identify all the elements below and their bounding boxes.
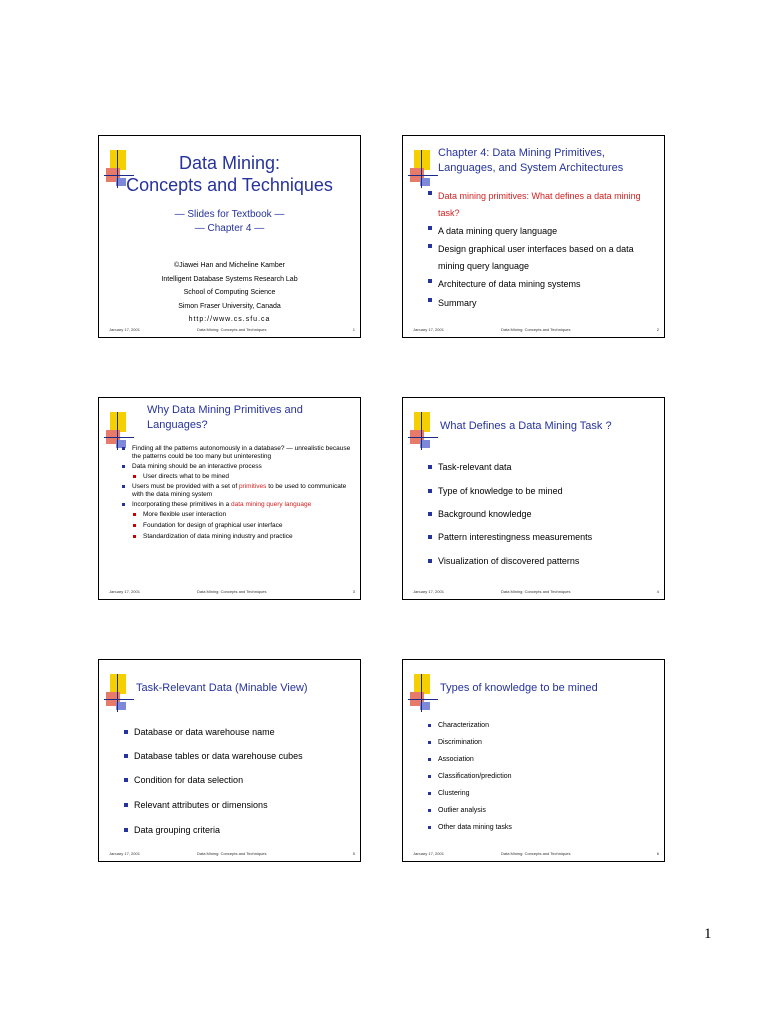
bullet-list (427, 462, 657, 567)
slide-title (136, 681, 308, 696)
author-line: Simon Fraser University, Canada (178, 302, 281, 310)
footer-page: 3 (352, 589, 355, 594)
slide-5 (98, 659, 361, 862)
list-item: Clustering (427, 790, 657, 798)
footer-title: Data Mining: Concepts and Techniques (501, 851, 571, 856)
footer-page: 6 (656, 851, 659, 856)
list-item: A data mining query language (427, 223, 652, 240)
subtitle-line: — Slides for Textbook — (174, 209, 285, 220)
footer-title: Data Mining: Concepts and Techniques (197, 851, 267, 856)
slide-2 (402, 135, 665, 338)
slide-4 (402, 397, 665, 600)
footer-date: January 17, 2001 (413, 589, 444, 594)
title-line: Task-Relevant Data (Minable View) (136, 682, 308, 694)
list-item: Finding all the patterns autonomously in a database? — unrealistic because the patterns could be too many but uninteresting (121, 445, 351, 461)
sub-list-item: Foundation for design of graphical user interface (132, 522, 351, 530)
footer-title: Data Mining: Concepts and Techniques (197, 327, 267, 332)
slide-6 (402, 659, 665, 862)
sub-list-item: User directs what to be mined (132, 473, 351, 481)
bullet-list (121, 445, 351, 541)
slide-title (440, 419, 612, 434)
author-line: ©Jiawei Han and Micheline Kamber (174, 262, 285, 269)
list-item: Association (427, 756, 657, 764)
footer-date: January 17, 2001 (109, 589, 140, 594)
author-line: School of Computing Science (183, 289, 276, 296)
list-item: Design graphical user interfaces based on a data mining query language (427, 241, 652, 275)
slide-1 (98, 135, 361, 338)
page-number: 1 (704, 926, 712, 942)
subtitle-line: — Chapter 4 — (194, 223, 265, 234)
list-item: Pattern interestingness measurements (427, 532, 657, 543)
list-item: Data grouping criteria (123, 825, 353, 836)
slide-logo-icon (408, 412, 436, 450)
list-item: Data mining should be an interactive process User directs what to be mined (121, 463, 351, 481)
footer-title: Data Mining: Concepts and Techniques (197, 589, 267, 594)
slide-title (99, 152, 360, 196)
list-item: Other data mining tasks (427, 824, 657, 832)
list-item: Background knowledge (427, 509, 657, 520)
slide-logo-icon (408, 674, 436, 712)
sub-list-item: More flexible user interaction (132, 511, 351, 519)
slide-title (147, 403, 303, 433)
footer-date: January 17, 2001 (413, 851, 444, 856)
bullet-list (123, 727, 353, 836)
author-line: http://www.cs.sfu.ca (188, 316, 271, 323)
slide-logo-icon (408, 150, 436, 188)
list-item: Users must be provided with a set of primitives to be used to communicate with the data mining system (121, 483, 351, 499)
list-item: Summary (427, 295, 652, 312)
list-item: Discrimination (427, 739, 657, 747)
bullet-list (427, 722, 657, 832)
footer-page: 5 (352, 851, 355, 856)
footer-date: January 17, 2001 (413, 327, 444, 332)
footer-page: 4 (656, 589, 659, 594)
footer-title: Data Mining: Concepts and Techniques (501, 327, 571, 332)
title-line: Data Mining: (178, 153, 281, 173)
title-line: Languages? (147, 419, 208, 431)
slide-footer (99, 327, 360, 335)
footer-date: January 17, 2001 (109, 851, 140, 856)
list-item: Outlier analysis (427, 807, 657, 815)
title-line: Concepts and Techniques (126, 175, 333, 195)
sub-list-item: Standardization of data mining industry and practice (132, 533, 351, 541)
slide-footer (403, 589, 664, 597)
slide-title (438, 146, 623, 176)
list-item: Type of knowledge to be mined (427, 486, 657, 497)
footer-page: 1 (352, 327, 355, 332)
author-line: Intelligent Database Systems Research Lab (161, 275, 298, 283)
footer-date: January 17, 2001 (109, 327, 140, 332)
list-item: Database or data warehouse name (123, 727, 353, 738)
list-item: Visualization of discovered patterns (427, 556, 657, 567)
slide-3 (98, 397, 361, 600)
list-item: Incorporating these primitives in a data mining query language More flexible user interaction Foundation for design of graphical user interface Standardization of data mining industry and practice (121, 501, 351, 541)
title-line: Types of knowledge to be mined (440, 682, 598, 694)
list-item: Classification/prediction (427, 773, 657, 781)
slide-title (440, 681, 598, 696)
title-line: Languages, and System Architectures (438, 162, 624, 174)
slide-subtitle (99, 208, 360, 236)
title-line: Chapter 4: Data Mining Primitives, (438, 147, 605, 159)
slide-footer (99, 589, 360, 597)
list-item: Database tables or data warehouse cubes (123, 751, 353, 762)
list-item: Condition for data selection (123, 775, 353, 786)
slide-authors (99, 259, 360, 327)
title-line: Why Data Mining Primitives and (147, 404, 303, 416)
list-item: Characterization (427, 722, 657, 730)
title-line: What Defines a Data Mining Task ? (440, 420, 612, 432)
bullet-list (427, 188, 652, 312)
slide-footer (403, 327, 664, 335)
list-item: Architecture of data mining systems (427, 276, 652, 293)
slide-footer (99, 851, 360, 859)
footer-page: 2 (656, 327, 659, 332)
slide-footer (403, 851, 664, 859)
list-item: Task-relevant data (427, 462, 657, 473)
list-item: Data mining primitives: What defines a data mining task? (427, 188, 652, 221)
slide-logo-icon (104, 674, 132, 712)
list-item: Relevant attributes or dimensions (123, 800, 353, 811)
footer-title: Data Mining: Concepts and Techniques (501, 589, 571, 594)
